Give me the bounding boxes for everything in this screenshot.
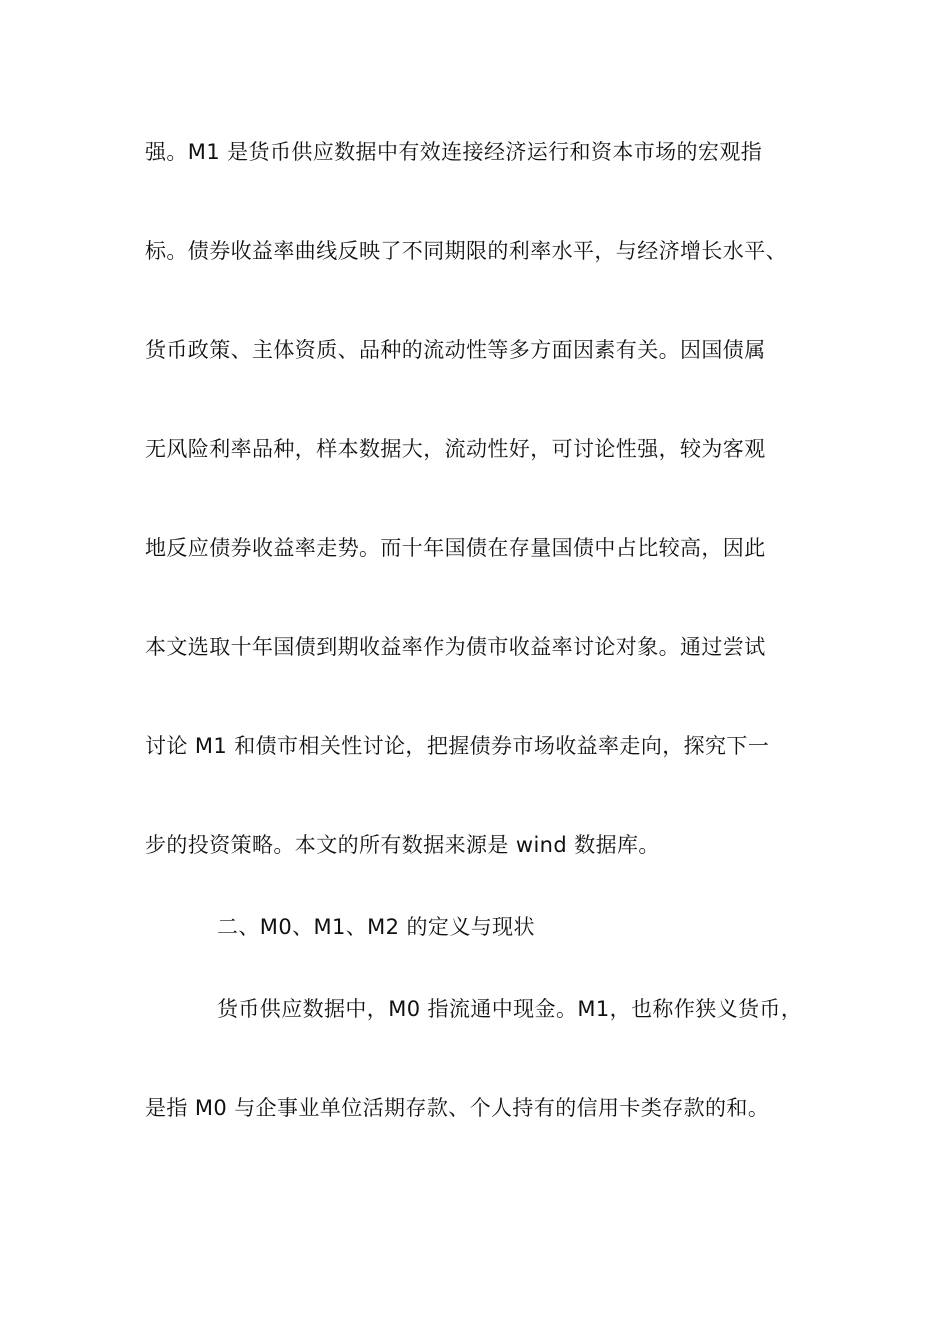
- body-text-line-3: 货币政策、主体资质、品种的流动性等多方面因素有关。因国债属: [145, 338, 766, 362]
- body-text-line-5: 地反应债券收益率走势。而十年国债在存量国债中占比较高，因此: [145, 536, 766, 560]
- paragraph-2-line-1: 货币供应数据中，M0 指流通中现金。M1，也称作狭义货币，: [217, 997, 803, 1021]
- body-text-line-4: 无风险利率品种，样本数据大，流动性好，可讨论性强，较为客观: [145, 437, 766, 461]
- section-heading: 二、M0、M1、M2 的定义与现状: [217, 915, 535, 939]
- body-text-line-7: 讨论 M1 和债市相关性讨论，把握债券市场收益率走向，探究下一: [145, 734, 770, 758]
- body-text-line-1: 强。M1 是货币供应数据中有效连接经济运行和资本市场的宏观指: [145, 140, 763, 164]
- body-text-line-2: 标。债券收益率曲线反映了不同期限的利率水平，与经济增长水平、: [145, 239, 787, 263]
- body-text-line-6: 本文选取十年国债到期收益率作为债市收益率讨论对象。通过尝试: [145, 635, 766, 659]
- paragraph-2-line-2: 是指 M0 与企事业单位活期存款、个人持有的信用卡类存款的和。: [145, 1096, 770, 1120]
- body-text-line-8: 步的投资策略。本文的所有数据来源是 wind 数据库。: [145, 833, 660, 857]
